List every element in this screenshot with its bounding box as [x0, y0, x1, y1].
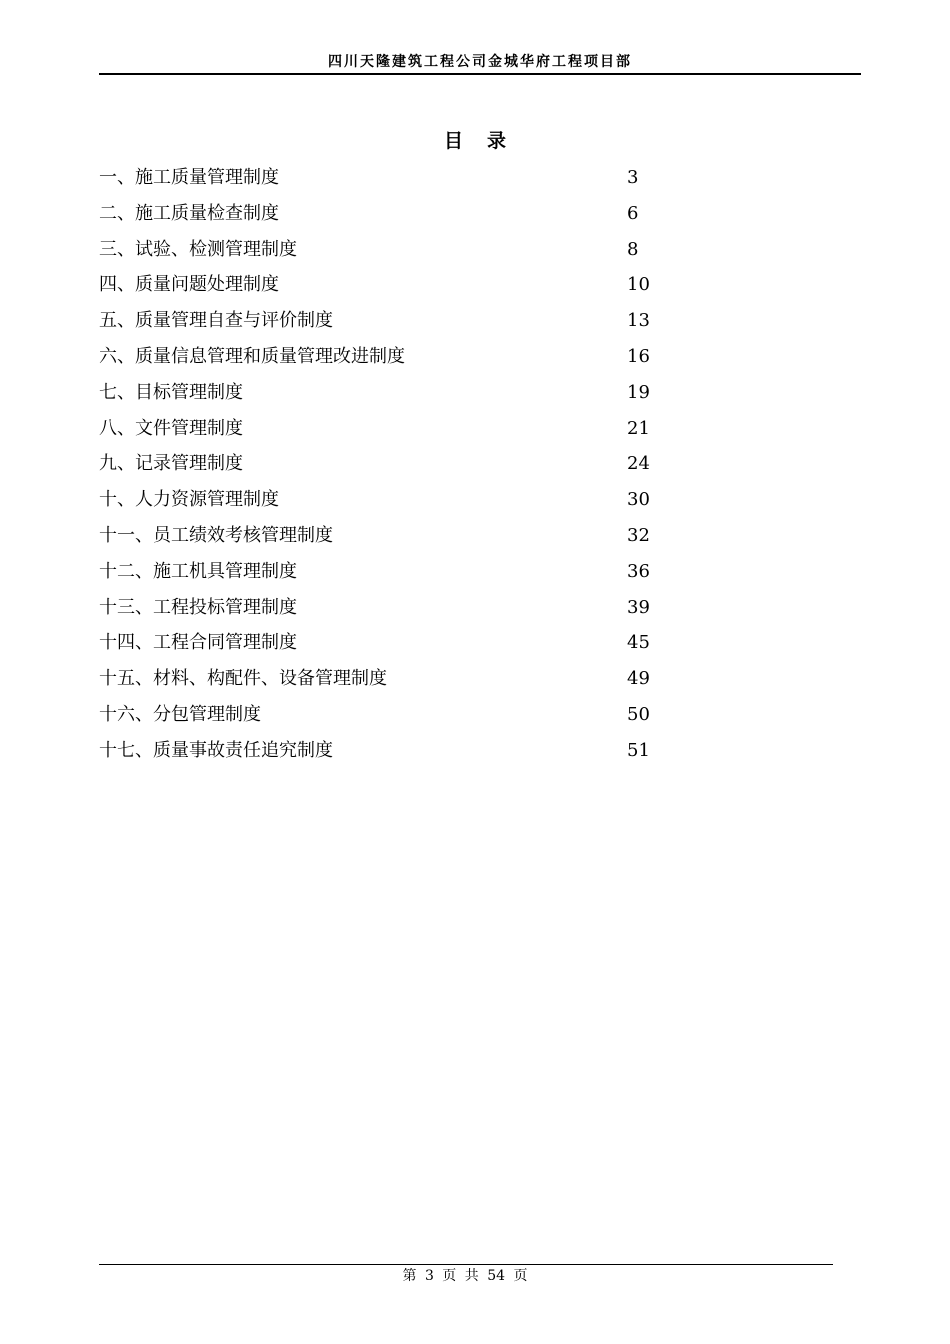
toc-entry-label: 九、记录管理制度: [99, 453, 243, 475]
toc-entry-label: 十三、工程投标管理制度: [99, 596, 297, 618]
toc-entry-label: 二、施工质量检查制度: [99, 202, 279, 224]
toc-entry-label: 十、人力资源管理制度: [99, 489, 279, 511]
toc-entry[interactable]: [99, 554, 659, 590]
toc-entry-label: 一、施工质量管理制度: [99, 167, 279, 188]
toc-entry[interactable]: [99, 446, 659, 482]
toc-entry-label: 七、目标管理制度: [99, 381, 243, 403]
toc-entry[interactable]: [99, 518, 659, 554]
toc-entry-page: 32: [627, 524, 650, 546]
toc-entry[interactable]: [99, 267, 659, 303]
toc-entry-label: 三、试验、检测管理制度: [99, 238, 297, 260]
toc-entry-page: 16: [627, 345, 650, 367]
toc-entry[interactable]: [99, 339, 659, 375]
toc-entry-page: 10: [627, 274, 650, 296]
toc-entry[interactable]: [99, 160, 659, 196]
toc-entry-label: 十二、施工机具管理制度: [99, 560, 297, 582]
toc-entry-label: 五、质量管理自查与评价制度: [99, 310, 333, 332]
toc-entry[interactable]: [99, 625, 659, 661]
toc-entry-page: 39: [627, 596, 650, 618]
toc-entry-page: 49: [627, 668, 650, 690]
footer-divider: [99, 1264, 833, 1265]
toc-entry[interactable]: [99, 196, 659, 232]
toc-entry-page: 8: [627, 238, 639, 260]
toc-entry-label: 十一、员工绩效考核管理制度: [99, 524, 333, 546]
toc-entry[interactable]: [99, 590, 659, 626]
toc-entry-label: 四、质量问题处理制度: [99, 274, 279, 296]
toc-entry-page: 19: [627, 381, 650, 403]
page-header: 四川天隆建筑工程公司金城华府工程项目部: [328, 54, 632, 70]
toc-entry[interactable]: [99, 411, 659, 447]
toc-entry-label: 六、质量信息管理和质量管理改进制度: [99, 345, 405, 367]
toc-entry-page: 30: [627, 489, 650, 511]
toc-entry-page: 36: [627, 560, 650, 582]
toc-entry-page: 3: [627, 167, 639, 188]
toc-entry-page: 50: [627, 703, 650, 725]
toc-entry-page: 21: [627, 417, 650, 439]
toc-entry-label: 十六、分包管理制度: [99, 703, 261, 725]
toc-entry-page: 13: [627, 310, 650, 332]
toc-entry-page: 24: [627, 453, 650, 475]
toc-entry[interactable]: [99, 733, 659, 769]
toc-title: 目录: [443, 130, 530, 152]
toc-entry[interactable]: [99, 661, 659, 697]
toc-entry-page: 51: [627, 739, 650, 761]
toc-entry-label: 十四、工程合同管理制度: [99, 632, 297, 654]
toc-entry[interactable]: [99, 482, 659, 518]
page-footer: 第 3 页 共 54 页: [402, 1268, 528, 1284]
toc-entry[interactable]: [99, 303, 659, 339]
toc-list: [99, 160, 659, 769]
toc-entry-label: 十五、材料、构配件、设备管理制度: [99, 668, 387, 690]
toc-entry-page: 45: [627, 632, 650, 654]
toc-entry[interactable]: [99, 375, 659, 411]
toc-entry-label: 十七、质量事故责任追究制度: [99, 739, 333, 761]
toc-entry[interactable]: [99, 232, 659, 268]
toc-entry-label: 八、文件管理制度: [99, 417, 243, 439]
toc-entry[interactable]: [99, 697, 659, 733]
header-divider: [99, 73, 861, 75]
toc-entry-page: 6: [627, 202, 639, 224]
